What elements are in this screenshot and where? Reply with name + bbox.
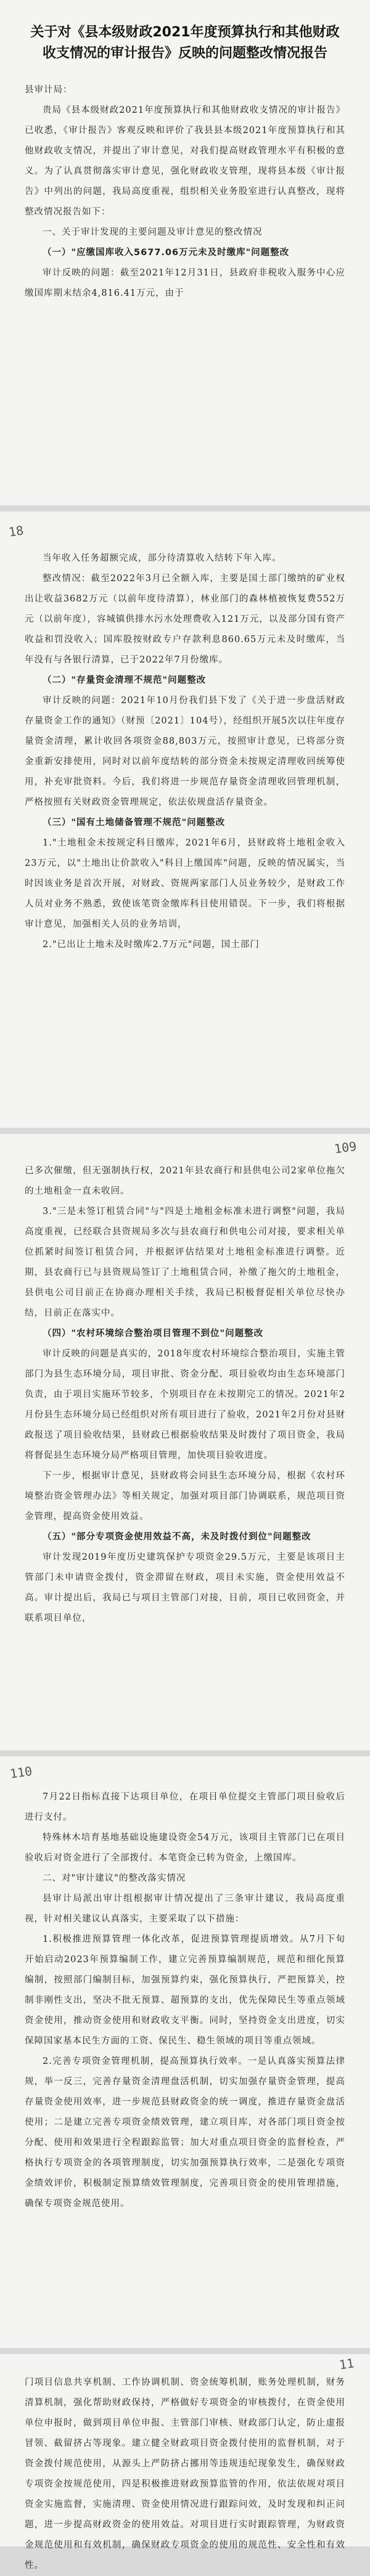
body-paragraph: 已多次催缴，但无强制执行权，2021年县农商行和县供电公司2家单位拖欠的土地租金一直未收回。 xyxy=(25,1166,345,1196)
page-mark: 109 xyxy=(333,1138,358,1157)
page-mark: 18 xyxy=(7,523,25,540)
body-paragraph: 审计反映的问题：截至2021年12月31日，县政府非税收入服务中心应缴国库期末结余4,816.41万元，由于 xyxy=(25,268,345,298)
body-paragraph: 1."土地租金未按规定科目缴库，2021年6月，县财政将土地租金收入23万元，以"土地出让价款收入"科目上缴国库"问题，反映的情况属实，当时因该业务是首次开展，对财政、资规两家部门人员业务较少，是财政工作人员对业务不熟悉，致使该笔资金缴库科目使用错误。下一步，我们将根据审计意见，加强相关人员的业务培训， xyxy=(25,838,345,929)
subsection-heading-4: （四）"农村环境综合整治项目管理不到位"问题整改 xyxy=(43,1329,264,1339)
body-paragraph: 审计反映的问题：2021年10月份我们县下发了《关于进一步盘活财政存量资金工作的通知》（财预〔2021〕104号），经组织开展5次以往年度存量资金清理，累计收回各项资金88,803万元，按照审计意见，已将部分资金重新安排使用，同时对以前年度结转的部分资金未按规定清理收回统筹使用，补充审批资料。今后，我们将进一步规范存量资金清理收回管理机制，严格按照有关财政资金管理规定，依法依规盘活存量资金。 xyxy=(25,696,345,807)
numbered-heading: 2."已出让土地未及时缴库2.7万元"问题，国土部门 xyxy=(43,940,260,950)
page-2 xyxy=(0,512,370,1128)
body-paragraph: 审计反映的问题是真实的，2018年度农村环境综合整治项目，实施主管部门为县生态环境分局，项目审批、资金分配、项目验收均由生态环境部门负责，由于项目实施环节较多，个别项目存在未按期完工的情况。2021年2月份县生态环境分局已经组织对所有项目进行了验收，2021年2月份对县财政报送了项目验收结果，县财政已根据验收结果及时拨付了项目资金，我局将督促县生态环境分局严格项目管理，加快项目验收进度。 xyxy=(25,1349,345,1461)
document-title: 关于对《县本级财政2021年度预算执行和其他财政收支情况的审计报告》反映的问题整改情况报告 xyxy=(30,25,340,61)
body-paragraph: 1.积极推进预算管理一体化改革，促进预算管理提质增效。从7月下旬开始启动2023年预算编制工作，建立完善预算编制规范，规范和细化预算编制，按照部门编制目标，加强预算约束，强化预算执行，严把预算关，控制非刚性支出，坚决不批无预算、超预算的支出，优先保障民生等重点领域资金使用，推动资金使用和财政收支平衡。同时，坚持资金支出进度，切实保障国家基本民生方面的工资、保民生、稳生领域的项目等重点领域。 xyxy=(25,1934,345,2046)
page-3 xyxy=(0,1134,370,1750)
body-paragraph: 特殊林木培育基地基础设施建设资金54万元，该项目主管部门已在项目验收后对资金进行了全部拨付。本笔资金已转为资金，上缴国库。 xyxy=(25,1833,345,1863)
page-mark: 11 xyxy=(338,2355,355,2373)
body-paragraph: 3."三是未签订租赁合同"与"四是土地租金标准未进行调整"问题，我局高度重视，已经联合县资规局多次与县农商行和供电公司对接，要求相关单位抓紧时间签订租赁合同，并根据评估结果对土地租金标准进行调整。近期，县农商行已与县资规局签订了土地租赁合同，补缴了拖欠的土地租金，县供电公司目前正在协商办理相关手续，我局已积极督促相关单位尽快办结，目前正在落实中。 xyxy=(25,1207,345,1318)
page-1 xyxy=(0,0,370,505)
section-heading-one: 一、关于审计发现的主要问题及审计意见的整改情况 xyxy=(43,227,263,237)
page-mark: 110 xyxy=(9,1763,33,1782)
body-paragraph: 7月22日指标直接下达项目单位，在项目单位提交主管部门项目验收后进行支付。 xyxy=(25,1792,345,1822)
salutation: 县审计局： xyxy=(25,85,73,95)
body-paragraph: 整改情况：截至2022年3月已全额入库，主要是国土部门缴纳的矿业权出让收益3682万元（以前年度待清算），林业部门的森林植被恢复费552万元（以前年度），容城镇供排水污水处理费收入121万元，以及部分国有资产收益和罚没收入；国库股按财政专户存款利息860.65万元未及时缴库，当年没有与各银行清算，已于2022年7月份缴库。 xyxy=(25,574,345,665)
subsection-heading-1: （一）"应缴国库收入5677.06万元未及时缴库"问题整改 xyxy=(43,248,290,258)
page-4 xyxy=(0,1756,370,2348)
subsection-heading-3: （三）"国有土地储备管理不规范"问题整改 xyxy=(43,818,226,828)
body-paragraph: 审计发现2019年度历史建筑保护专项资金29.5万元，主要是该项目主管部门未申请资金拨付，资金滞留在财政，项目未实施，资金使用效益不高。审计提出后，我局已与项目主管部门对接，目前，项目已收回资金，并联系项目单位， xyxy=(25,1552,345,1623)
section-heading-two: 二、对"审计建议"的整改落实情况 xyxy=(43,1873,186,1883)
page-5 xyxy=(0,2354,370,2570)
body-paragraph: 下一步，根据审计意见，县财政将会同县生态环境分局，根据《农村环境整治资金管理办法》等相关规定，加强对项目部门协调联系，规范项目资金管理，提高资金使用效益。 xyxy=(25,1471,345,1522)
body-paragraph: 县审计局派出审计组根据审计情况提出了三条审计建议，我局高度重视，针对相关建议认真落实，主要采取了以下措施： xyxy=(25,1894,345,1924)
subsection-heading-5: （五）"部分专项资金使用效益不高，未及时拨付到位"问题整改 xyxy=(43,1532,311,1542)
intro-paragraph: 贵局《县本级财政2021年度预算执行和其他财政收支情况的审计报告》已收悉，《审计报告》客观反映和评价了我县县本级2021年度预算执行和其他财政收支情况，并提出了审计意见，对我们提高财政管理水平有积极的意义。为了认真贯彻落实审计意见，强化财政收支管理，现将县本级《审计报告》中列出的问题，我局高度重视，组织相关业务股室进行认真整改，现将整改情况报告如下： xyxy=(25,105,345,217)
body-paragraph: 当年收入任务超额完成，部分待清算收入结转下年入库。 xyxy=(43,553,282,563)
body-paragraph: 门项目信息共享机制、工作协调机制、资金统筹机制，账务处理机制，财务清算机制，强化帮助财政保持，严格做好专项资金的审核拨付，在资金使用单位申报时，做到项目单位申报、主管部门审核、财政部门认定，防止虚报冒领、截留挤占等现象。建立健全财政项目资金拨付使用的监督机制，对于资金拨付规范使用，从源头上严防挤占挪用等违规违纪现象发生，确保财政专项资金按规范使用，四是积极推进财政预算监管的作用，依法依规对项目资金实施监督，实施清理、资金使用情况进行跟踪问效，及时发现和纠正问题，进一步提高财政资金的使用效益。对项目进行实时跟踪管理，为财政资金规范使用和有效机制，确保财政专项资金的使用的规范性、安全性和有效性。 xyxy=(25,2378,345,2570)
subsection-heading-2: （二）"存量资金清理不规范"问题整改 xyxy=(43,675,207,685)
body-paragraph: 2.完善专项资金管理机制，提高预算执行效率。一是认真落实预算法律规，举一反三，完善存量资金清理盘活机制，切实加强存量资金管理，提高存量资金使用效率，进一步规范县财政资金的统一调度，推进存量资金盘活使用；二是建立完善专项资金绩效管理，建立项目库，对各部门项目资金按分配、使用和效果进行全程跟踪监管；加大对重点项目资金的监督检查，严格执行专项资金的各项管理制度，切实加强预算执行效率，二是强化专项资金绩效评价，积极制定预算绩效管理制度，完善项目资金的使用管理措施，确保专项资金规范使用。 xyxy=(25,2056,345,2209)
